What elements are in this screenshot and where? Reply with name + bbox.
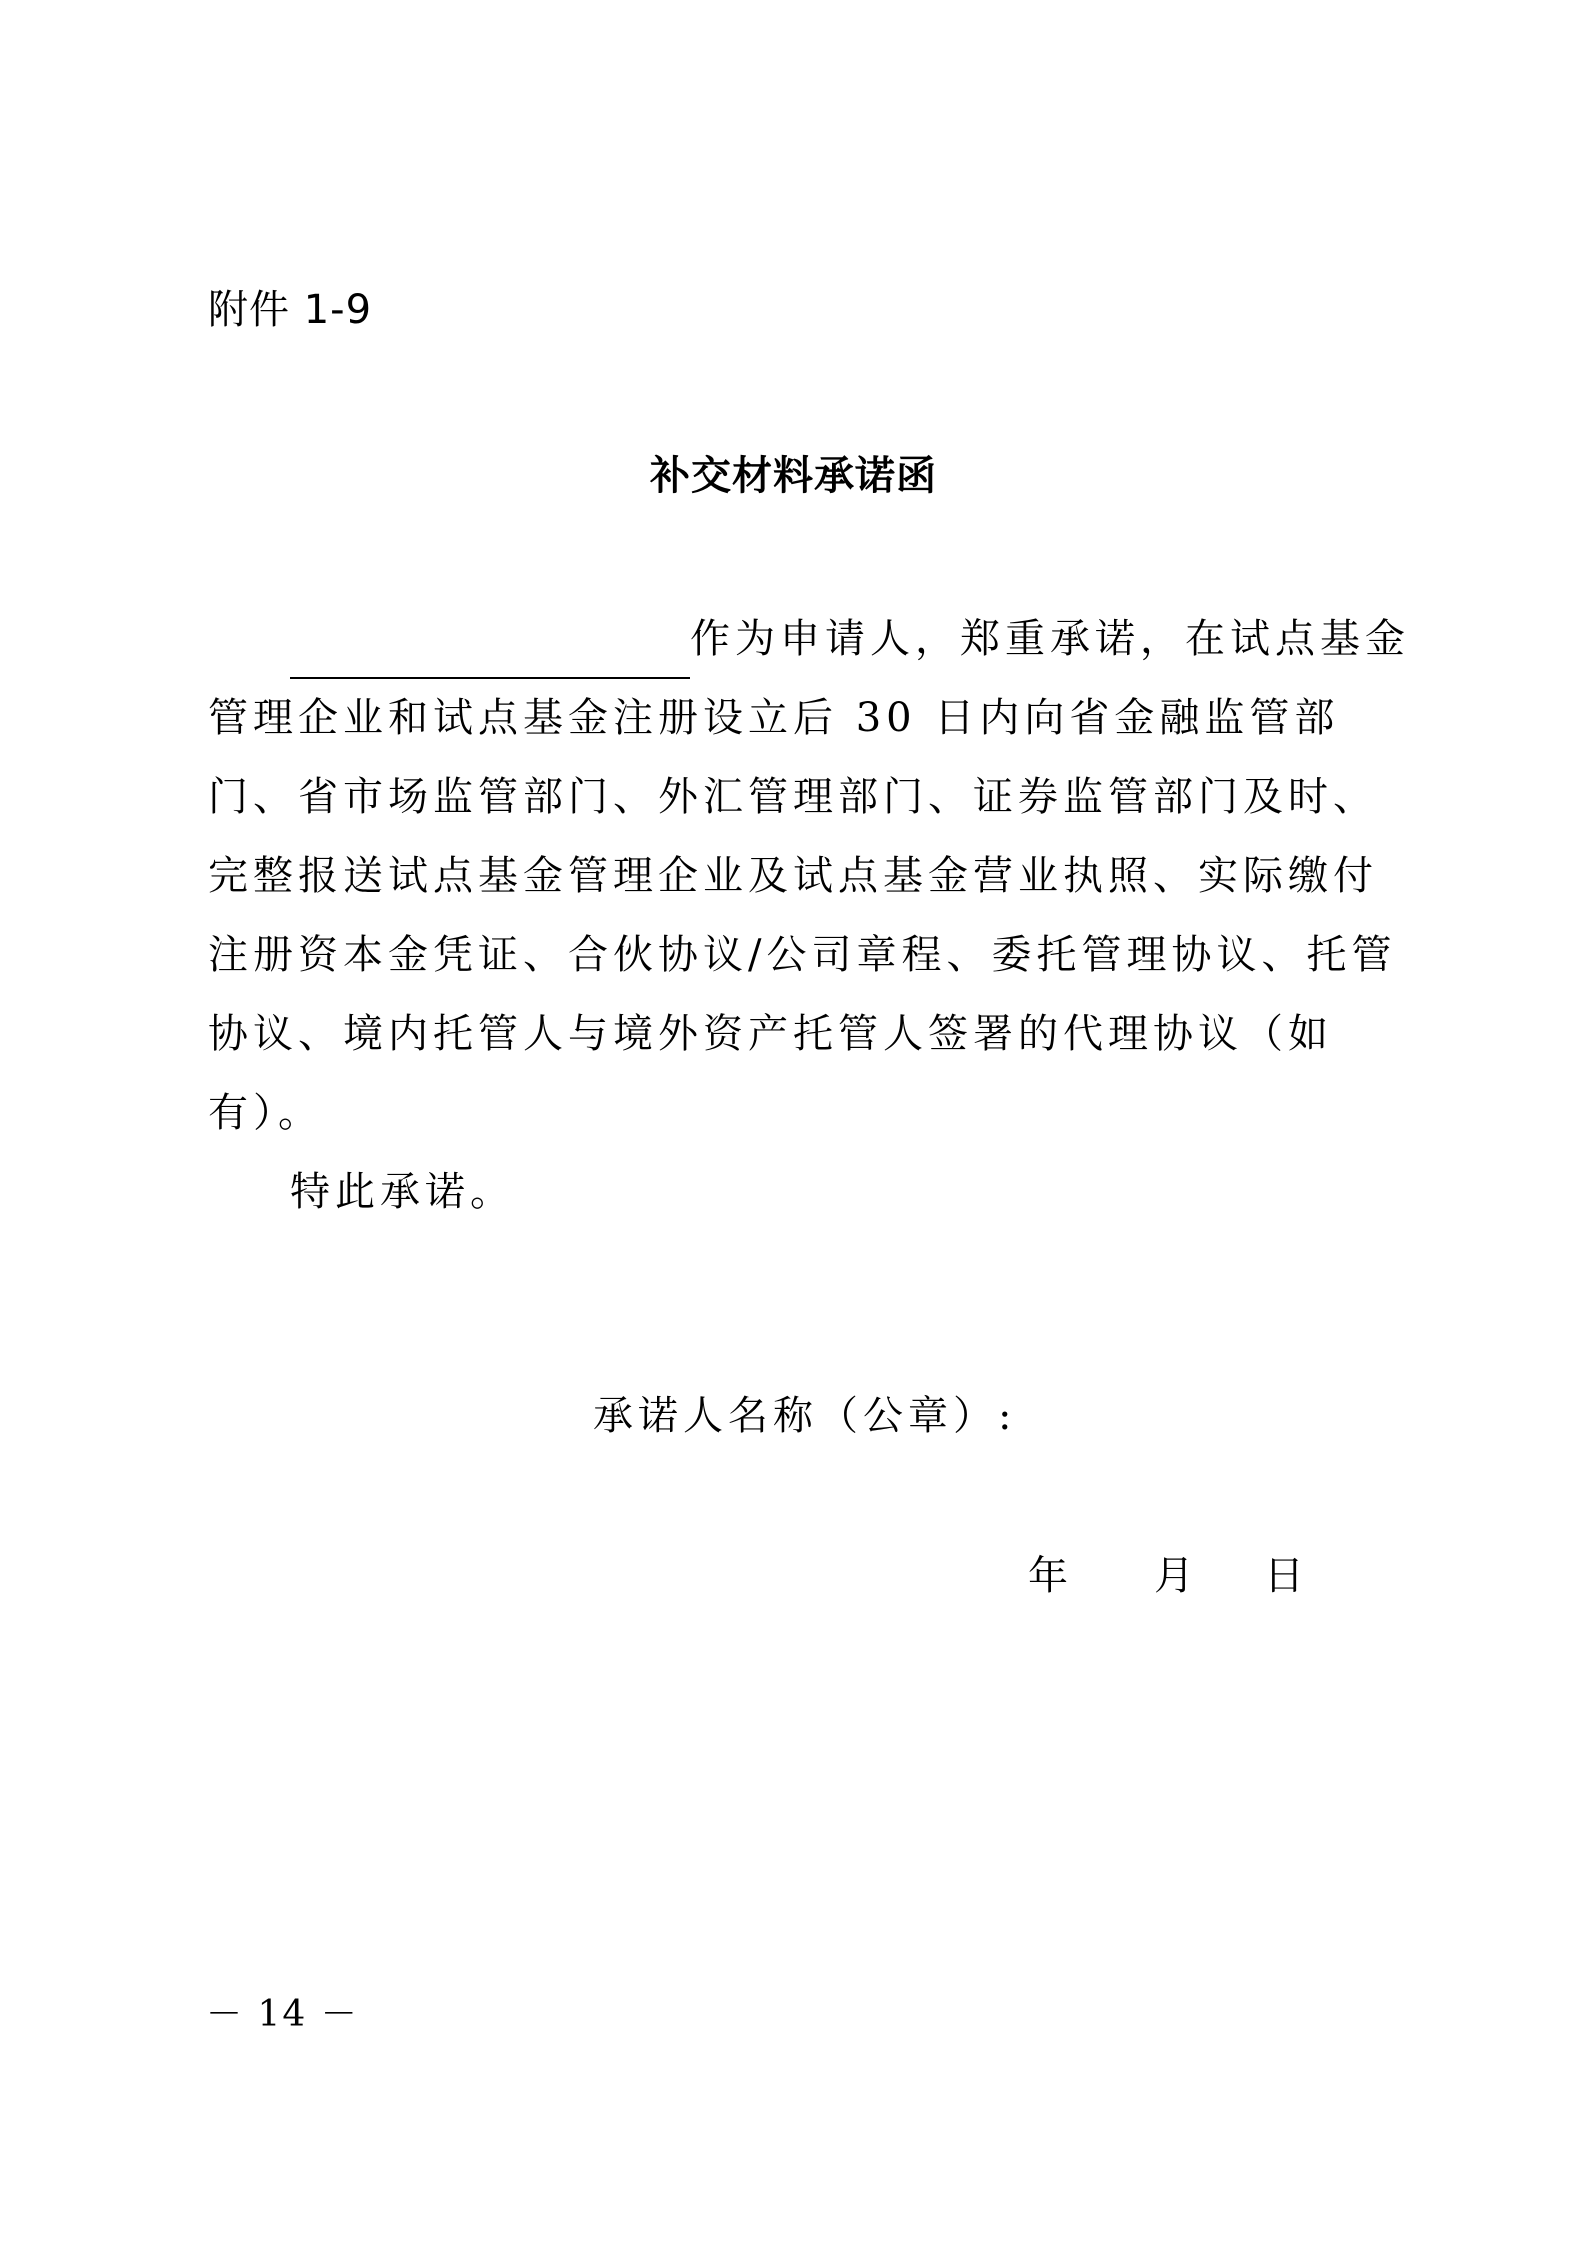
closing-text: 特此承诺。 (290, 1169, 515, 1215)
commitment-text: 作为申请人，郑重承诺，在试点基金管理企业和试点基金注册设立后 30 日内向省金融监管部门、省市场监管部门、外汇管理部门、证券监管部门及时、完整报送试点基金管理企业及试点基金营业执照、实际缴付注册资本金凭证、合伙协议/公司章程、委托管理协议、托管协议、境内托管人与境外资产托管人签署的代理协议（如有）。 (208, 616, 1410, 1136)
document-body (208, 600, 1418, 1232)
document-title: 补交材料承诺函 (650, 453, 937, 499)
date-year-label: 年 (1028, 1553, 1068, 1599)
attachment-label: 附件 1-9 (208, 287, 373, 333)
date-day-label: 日 (1264, 1553, 1304, 1599)
applicant-name-blank (290, 629, 690, 679)
page-number: － 14 － (206, 1994, 359, 2035)
signer-label: 承诺人名称（公章）: (593, 1393, 1017, 1439)
date-month-label: 月 (1154, 1553, 1194, 1599)
commitment-paragraph (208, 600, 1418, 1153)
